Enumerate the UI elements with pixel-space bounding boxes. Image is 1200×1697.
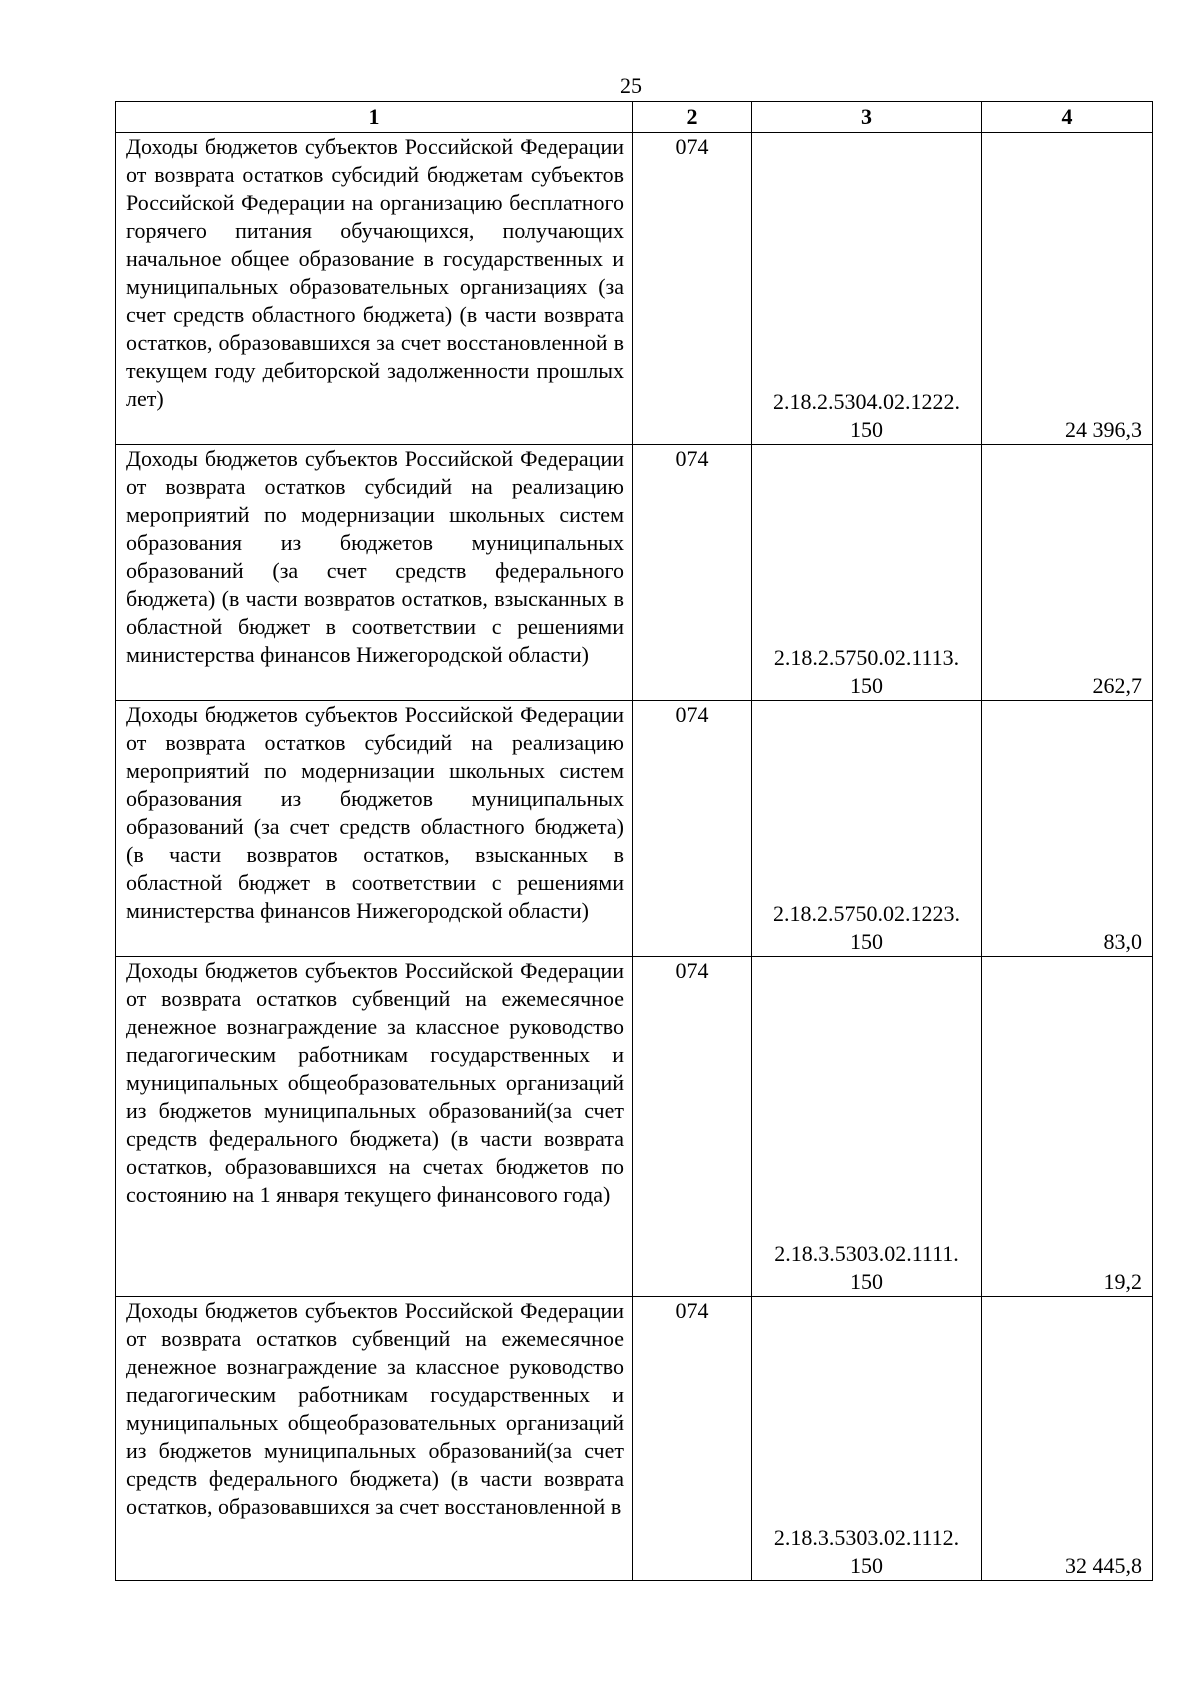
code-line-1: 2.18.2.5750.02.1223.	[773, 901, 960, 926]
code-line-2: 150	[850, 1553, 883, 1578]
admin-code: 074	[633, 957, 752, 1297]
column-header-4: 4	[982, 102, 1153, 133]
table-header-row	[116, 102, 1153, 133]
page-number: 25	[620, 73, 642, 98]
code-line-1: 2.18.3.5303.02.1111.	[774, 1241, 959, 1266]
budget-classification-code	[752, 1297, 982, 1581]
revenue-description: Доходы бюджетов субъектов Российской Федерации от возврата остатков субсидий на реализацию мероприятий по модернизации школьных систем образования из бюджетов муниципальных образований (за счет средств областного бюджета) (в части возвратов остатков, взысканных в областной бюджет в соответствии с решениями министерства финансов Нижегородской области)	[116, 701, 633, 957]
admin-code: 074	[633, 1297, 752, 1581]
budget-classification-code	[752, 445, 982, 701]
amount: 24 396,3	[982, 133, 1153, 445]
code-line-2: 150	[850, 673, 883, 698]
amount: 32 445,8	[982, 1297, 1153, 1581]
amount: 262,7	[982, 445, 1153, 701]
amount: 19,2	[982, 957, 1153, 1297]
budget-classification-code	[752, 701, 982, 957]
table-row	[116, 133, 1153, 445]
budget-revenue-table	[115, 101, 1153, 1581]
table-row	[116, 445, 1153, 701]
admin-code: 074	[633, 445, 752, 701]
budget-classification-code	[752, 133, 982, 445]
amount: 83,0	[982, 701, 1153, 957]
revenue-description: Доходы бюджетов субъектов Российской Федерации от возврата остатков субвенций на ежемесячное денежное вознаграждение за классное руководство педагогическим работникам государственных и муниципальных общеобразовательных организаций из бюджетов муниципальных образований(за счет средств федерального бюджета) (в части возврата остатков, образовавшихся за счет восстановленной в	[116, 1297, 633, 1581]
code-line-1: 2.18.2.5750.02.1113.	[773, 645, 960, 670]
column-header-2: 2	[633, 102, 752, 133]
code-line-2: 150	[850, 1269, 883, 1294]
code-line-2: 150	[850, 417, 883, 442]
revenue-description: Доходы бюджетов субъектов Российской Федерации от возврата остатков субвенций на ежемесячное денежное вознаграждение за классное руководство педагогическим работникам государственных и муниципальных общеобразовательных организаций из бюджетов муниципальных образований(за счет средств федерального бюджета) (в части возврата остатков, образовавшихся на счетах бюджетов по состоянию на 1 января текущего финансового года)	[116, 957, 633, 1297]
column-header-3: 3	[752, 102, 982, 133]
code-line-1: 2.18.3.5303.02.1112.	[773, 1525, 960, 1550]
budget-classification-code	[752, 957, 982, 1297]
code-line-2: 150	[850, 929, 883, 954]
table-row	[116, 957, 1153, 1297]
code-line-1: 2.18.2.5304.02.1222.	[773, 389, 960, 414]
admin-code: 074	[633, 133, 752, 445]
table-row	[116, 1297, 1153, 1581]
admin-code: 074	[633, 701, 752, 957]
table-row	[116, 701, 1153, 957]
revenue-description: Доходы бюджетов субъектов Российской Федерации от возврата остатков субсидий бюджетам субъектов Российской Федерации на организацию бесплатного горячего питания обучающихся, получающих начальное общее образование в государственных и муниципальных образовательных организациях (за счет средств областного бюджета) (в части возврата остатков, образовавшихся за счет восстановленной в текущем году дебиторской задолженности прошлых лет)	[116, 133, 633, 445]
revenue-description: Доходы бюджетов субъектов Российской Федерации от возврата остатков субсидий на реализацию мероприятий по модернизации школьных систем образования из бюджетов муниципальных образований (за счет средств федерального бюджета) (в части возвратов остатков, взысканных в областной бюджет в соответствии с решениями министерства финансов Нижегородской области)	[116, 445, 633, 701]
column-header-1: 1	[116, 102, 633, 133]
